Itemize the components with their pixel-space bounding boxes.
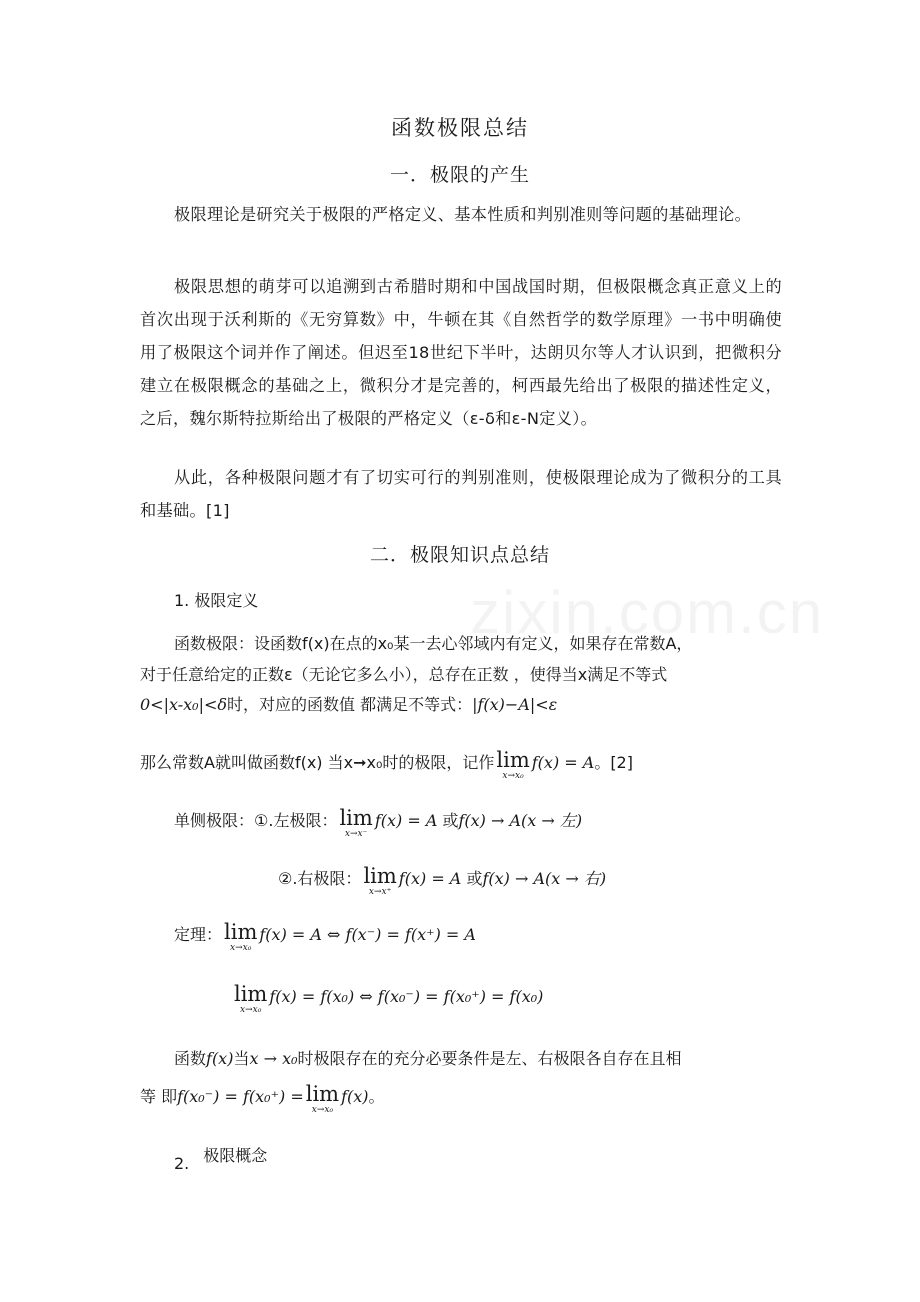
lim-word: lim (224, 920, 258, 944)
left-limit-alt: f(x) → A(x → 左) (458, 811, 583, 830)
limit-notation (496, 750, 529, 781)
subsection-2-number: 2. (174, 1154, 190, 1173)
one-sided-label: 单侧极限：① (174, 811, 269, 830)
theorem-1-notation (224, 922, 257, 953)
definition-line-1: 函数极限：设函数f(x)在点的x₀某一去心邻域内有定义，如果存在常数A， (174, 634, 693, 653)
theorem-label: 定理： (174, 925, 223, 944)
section-heading-2: 二．极限知识点总结 (369, 544, 550, 566)
theorem-line-1 (174, 922, 476, 953)
lim-word: lim (339, 806, 373, 830)
or-text: 或 (442, 811, 459, 830)
condition-x-to-x0: x → x₀ (249, 1049, 298, 1068)
section-heading-1: 一．极限的产生 (389, 164, 530, 186)
lim-word: lim (234, 982, 268, 1006)
lim-subscript: x→x⁻ (344, 829, 368, 839)
theorem-2-expression: f(x) = f(x₀) ⇔ f(x₀⁻) = f(x₀⁺) = f(x₀) (269, 987, 544, 1006)
lim-subscript: x→x₀ (240, 1005, 262, 1015)
page-title: 函数极限总结 (391, 116, 529, 140)
lim-word: lim (496, 748, 530, 772)
paragraph-2: 极限思想的萌芽可以追溯到古希腊时期和中国战国时期，但极限概念真正意义上的首次出现于沃利斯的《无穷算数》中，牛顿在其《自然哲学的数学原理》一书中明确使用了极限这个词并作了阐述。但迟至18世纪下半叶，达朗贝尔等人才认识到，把微积分建立在极限概念的基础之上，微积分才是完善的，柯西最先给出了极限的描述性定义，之后，魏尔斯特拉斯给出了极限的严格定义（ε-δ和ε-N定义）。 (140, 277, 782, 428)
left-limit-expression: f(x) = A (374, 811, 438, 830)
right-limit-label: ②.右极限： (278, 869, 362, 888)
left-limit-notation (339, 808, 372, 839)
theorem-line-2 (232, 984, 543, 1015)
lim-subscript: x→x₀ (230, 943, 252, 953)
lim-word: lim (305, 1082, 340, 1106)
lim-subscript: x→x₀ (311, 1105, 334, 1115)
definition-line-4-suffix: 。[2] (594, 753, 633, 772)
subsection-2-label: 极限概念 (203, 1146, 268, 1165)
subsection-2-title (174, 1143, 267, 1173)
condition-line-2 (140, 1084, 385, 1115)
theorem-1-expression: f(x) = A ⇔ f(x⁻) = f(x⁺) = A (259, 925, 476, 944)
right-limit-alt: f(x) → A(x → 右) (482, 869, 607, 888)
definition-line-4-text: 那么常数A就叫做函数f(x) 当x➞x₀时的极限，记作 (140, 753, 495, 772)
paragraph-3: 从此，各种极限问题才有了切实可行的判别准则，使极限理论成为了微积分的工具和基础。[1] (140, 468, 782, 520)
condition-fx-2: f(x) (341, 1087, 369, 1106)
one-sided-left-line (174, 808, 582, 839)
inequality-epsilon: |f(x)−A|<ε (472, 695, 558, 714)
condition-expression: f(x₀⁻) = f(x₀⁺) = (177, 1087, 304, 1106)
condition-text-c: 时极限存在的充分必要条件是左、右极限各自存在且相 (297, 1049, 682, 1068)
definition-line-3-text: 时，对应的函数值 都满足不等式： (227, 695, 473, 714)
left-limit-label: .左极限： (268, 811, 338, 830)
right-limit-expression: f(x) = A (398, 869, 462, 888)
lim-subscript: x→x⁺ (368, 887, 392, 897)
condition-text-d: 等 即 (140, 1087, 178, 1106)
condition-text-a: 函数 (174, 1049, 207, 1068)
definition-line-4 (140, 750, 633, 781)
definition-line-3 (140, 692, 557, 715)
theorem-2-notation (234, 984, 267, 1015)
condition-limit-notation (306, 1084, 339, 1115)
inequality-delta: 0<|x-x₀|<δ (140, 695, 227, 714)
condition-end: 。 (368, 1087, 385, 1106)
limit-expression: f(x) = A (531, 753, 595, 772)
one-sided-right-line (278, 866, 606, 897)
definition-line-2: 对于任意给定的正数ε（无论它多么小），总存在正数 ，使得当x满足不等式 (140, 665, 668, 684)
right-limit-notation (363, 866, 396, 897)
condition-line-1 (174, 1046, 682, 1069)
lim-subscript: x→x₀ (502, 771, 524, 781)
or-text: 或 (466, 869, 483, 888)
condition-fx: f(x) (206, 1049, 234, 1068)
subsection-1-title: 1. 极限定义 (174, 591, 259, 610)
lim-word: lim (363, 864, 397, 888)
paragraph-1: 极限理论是研究关于极限的严格定义、基本性质和判别准则等问题的基础理论。 (174, 205, 752, 224)
condition-text-b: 当 (233, 1049, 250, 1068)
